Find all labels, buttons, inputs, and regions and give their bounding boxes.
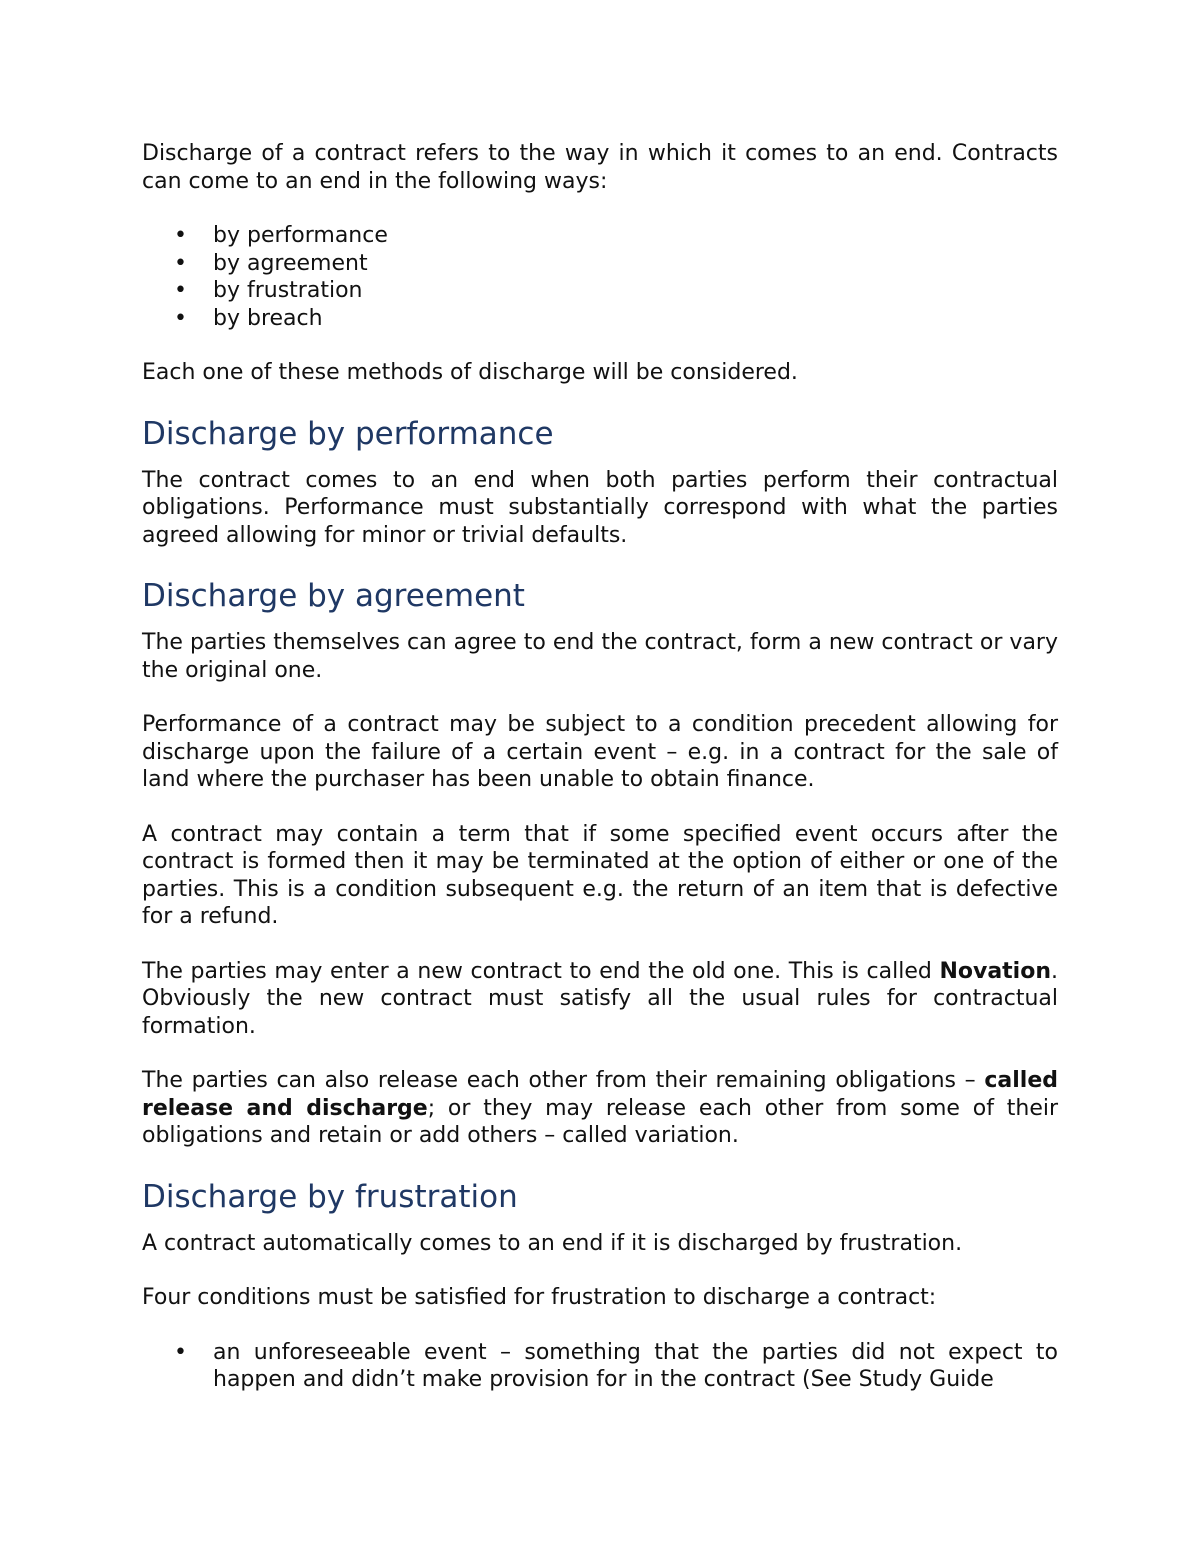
frustration-conditions-list xyxy=(142,1339,1058,1394)
release-paragraph: The parties can also release each other from their remaining obligations – called release and discharge; or they may release each other from some of their obligations and retain or add others – called variation. xyxy=(142,1068,1059,1148)
document-page xyxy=(142,140,1058,1421)
heading-performance: Discharge by performance xyxy=(142,415,554,452)
discharge-ways-list xyxy=(142,222,1058,332)
intro-closing-paragraph: Each one of these methods of discharge will be considered. xyxy=(142,360,798,385)
bullet-icon: • xyxy=(174,250,187,276)
heading-frustration: Discharge by frustration xyxy=(142,1178,518,1215)
performance-paragraph: The contract comes to an end when both parties perform their contractual obligations. Performance must substantially correspond with what the parties agreed allowing for minor or trivial defaults. xyxy=(142,467,1058,548)
frustration-paragraph-2: Four conditions must be satisfied for frustration to discharge a contract: xyxy=(142,1285,937,1310)
release-term: called release and discharge xyxy=(142,1068,1058,1121)
intro-paragraph: Discharge of a contract refers to the way in which it comes to an end. Contracts can come to an end in the following ways: xyxy=(142,141,1058,194)
heading-agreement: Discharge by agreement xyxy=(142,578,525,614)
list-item: • by breach xyxy=(174,305,323,331)
list-item: • by performance xyxy=(174,223,388,248)
agreement-paragraph-1: The parties themselves can agree to end the contract, form a new contract or vary the original one. xyxy=(142,630,1058,683)
novation-paragraph: The parties may enter a new contract to end the old one. This is called Novation. Obviously the new contract must satisfy all the usual rules for contractual formation. xyxy=(142,958,1058,1039)
list-item: • by frustration xyxy=(174,278,363,303)
agreement-paragraph-3: A contract may contain a term that if some specified event occurs after the contract is formed then it may be terminated at the option of either or one of the parties. This is a condition subsequent e.g. the return of an item that is defective for a refund. xyxy=(142,821,1058,929)
novation-term: Novation xyxy=(939,958,1051,984)
bullet-icon: • xyxy=(174,1339,187,1365)
list-item: • an unforeseeable event – something that the parties did not expect to happen and didn’t make provision for in the contract (See Study Guide xyxy=(174,1339,1058,1392)
list-item: • by agreement xyxy=(174,250,368,276)
agreement-paragraph-2: Performance of a contract may be subject to a condition precedent allowing for discharge upon the failure of a certain event – e.g. in a contract for the sale of land where the purchaser has been unable to obtain finance. xyxy=(142,712,1058,792)
bullet-icon: • xyxy=(174,223,187,248)
bullet-icon: • xyxy=(174,305,187,331)
frustration-paragraph-1: A contract automatically comes to an end if it is discharged by frustration. xyxy=(142,1230,963,1256)
bullet-icon: • xyxy=(174,278,187,303)
